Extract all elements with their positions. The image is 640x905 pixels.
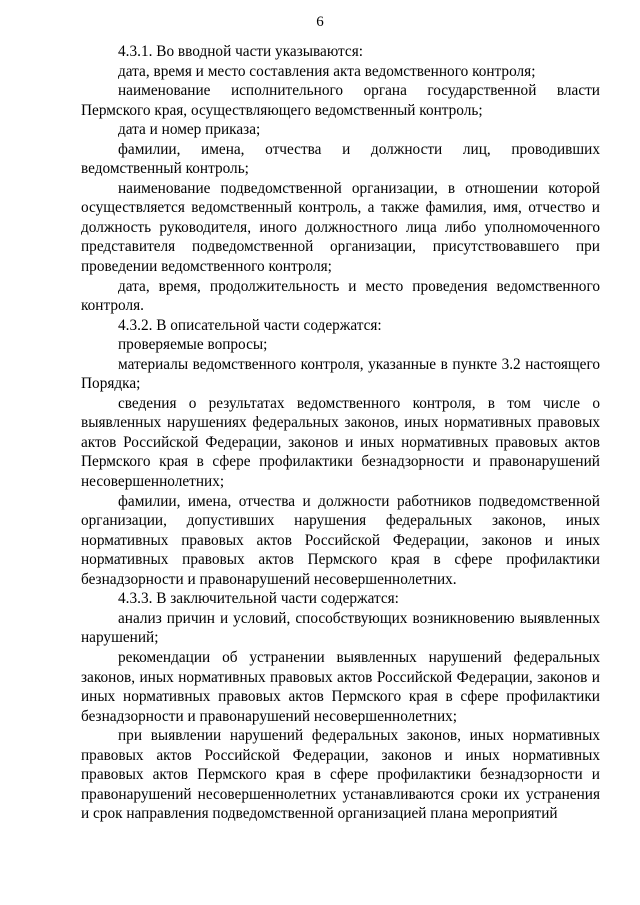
paragraph: дата, время и место составления акта ведомственного контроля; [118,62,536,80]
paragraph-4-3-2-heading: 4.3.2. В описательной части содержатся: [118,316,382,334]
paragraph: материалы ведомственного контроля, указанные в пункте 3.2 настоящего Порядка; [81,355,600,393]
body-text [81,42,600,824]
paragraph: дата и номер приказа; [118,121,261,139]
paragraph-4-3-3-heading: 4.3.3. В заключительной части содержатся: [118,590,399,608]
paragraph-4-3-1-heading: 4.3.1. Во вводной части указываются: [118,43,364,60]
paragraph: сведения о результатах ведомственного контроля, в том числе о выявленных нарушениях федеральных законов, иных нормативных правовых актов Российской Федерации, законов и иных нормативных правовых актов Пермского края в сфере профилактики безнадзорности и правонарушений несовершеннолетних; [81,394,600,491]
page-number: 6 [316,14,324,30]
paragraph: анализ причин и условий, способствующих возникновению выявленных нарушений; [81,609,600,647]
paragraph: наименование исполнительного органа государственной власти Пермского края, осуществляющего ведомственный контроль; [81,82,600,119]
paragraph: наименование подведомственной организации, в отношении которой осуществляется ведомственный контроль, а также фамилия, имя, отчество и должность руководителя, иного должностного лица либо уполномоченного представителя подведомственной организации, присутствовавшего при проведении ведомственного контроля; [81,179,600,276]
paragraph: рекомендации об устранении выявленных нарушений федеральных законов, иных нормативных правовых актов Российской Федерации, законов и иных нормативных правовых актов Пермского края в сфере профилактики безнадзорности и правонарушений несовершеннолетних; [81,648,600,725]
paragraph: проверяемые вопросы; [118,336,268,354]
paragraph: фамилии, имена, отчества и должности работников подведомственной организации, допустивших нарушения федеральных законов, иных нормативных правовых актов Российской Федерации, законов и иных нормативных правовых актов Пермского края в сфере профилактики безнадзорности и правонарушений несовершеннолетних. [81,492,600,588]
paragraph: при выявлении нарушений федеральных законов, иных нормативных правовых актов Российской Федерации, законов и иных нормативных правовых актов Пермского края в сфере профилактики безнадзорности и правонарушений несовершеннолетних устанавливаются сроки их устранения и срок направления подведомственной организацией плана мероприятий [81,727,600,823]
paragraph: дата, время, продолжительность и место проведения ведомственного контроля. [81,277,600,315]
paragraph: фамилии, имена, отчества и должности лиц, проводивших ведомственный контроль; [81,140,600,178]
